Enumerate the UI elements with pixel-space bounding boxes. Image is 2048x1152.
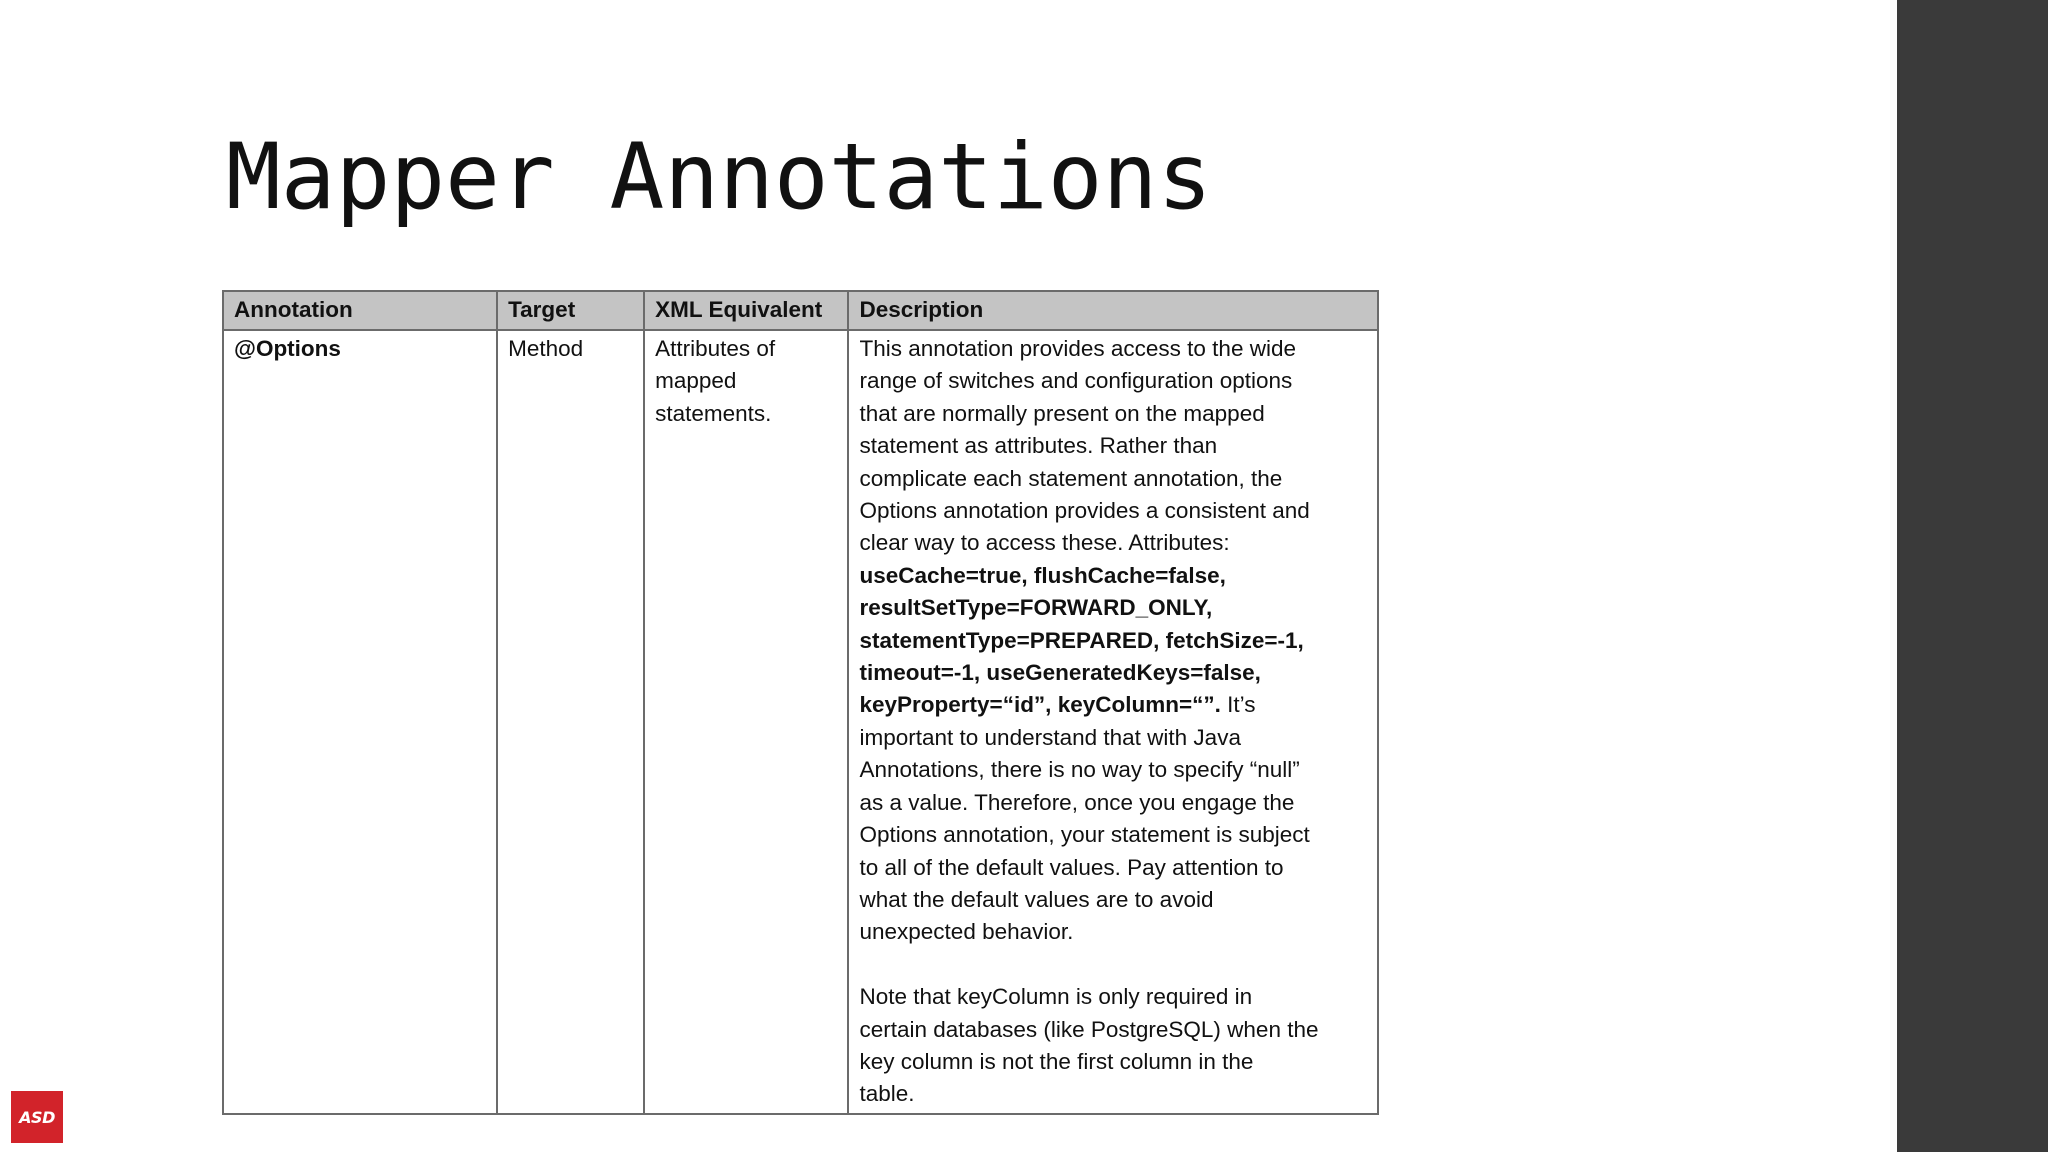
description-line: clear way to access these. Attributes: [859,530,1230,556]
description-attributes-line: resultSetType=FORWARD_ONLY, [859,595,1213,621]
note-line: key column is not the first column in the [859,1048,1254,1074]
cell-description [848,330,1378,1114]
right-sidebar [1897,0,2048,1152]
note-line: certain databases (like PostgreSQL) when the [859,1016,1319,1042]
description-line: complicate each statement annotation, the [859,465,1283,491]
table-row [223,330,1378,1114]
description-line: Annotations, there is no way to specify “null” [859,757,1300,783]
header-description: Description [848,291,1378,330]
description-line: to all of the default values. Pay attention to [859,854,1284,880]
paragraph-spacer [859,949,1367,981]
description-attributes-line: statementType=PREPARED, fetchSize=-1, [859,627,1304,653]
header-annotation: Annotation [223,291,497,330]
header-target: Target [497,291,644,330]
table-header-row [223,291,1378,330]
header-xml-equivalent: XML Equivalent [644,291,848,330]
xml-line: statements. [655,400,772,426]
description-line: statement as attributes. Rather than [859,433,1218,459]
description-line: important to understand that with Java [859,724,1241,750]
description-line: range of switches and configuration options [859,368,1293,394]
logo-text: ASD [19,1107,55,1127]
description-attributes-line: useCache=true, flushCache=false, [859,562,1226,588]
cell-target: Method [497,330,644,1114]
note-line: Note that keyColumn is only required in [859,984,1253,1010]
description-attributes-line: timeout=-1, useGeneratedKeys=false, [859,660,1261,686]
description-attributes-fragment: keyProperty=“id”, keyColumn=“”. [859,692,1221,718]
description-fragment: It’s [1220,692,1256,718]
description-line: that are normally present on the mapped [859,400,1265,426]
slide-title: Mapper Annotations [226,125,1213,230]
description-mixed-line [859,689,1367,721]
annotations-table [222,290,1379,1115]
description-line: Options annotation, your statement is subject [859,822,1310,848]
description-line: unexpected behavior. [859,919,1074,945]
xml-line: Attributes of [655,336,776,361]
xml-line: mapped [655,368,737,394]
description-line: Options annotation provides a consistent and [859,498,1310,524]
cell-annotation: @Options [223,330,497,1114]
description-line: what the default values are to avoid [859,886,1214,912]
note-line: table. [859,1081,915,1107]
description-line: as a value. Therefore, once you engage the [859,789,1295,815]
description-line: This annotation provides access to the wide [859,336,1296,361]
cell-xml-equivalent [644,330,848,1114]
company-logo [11,1091,63,1143]
